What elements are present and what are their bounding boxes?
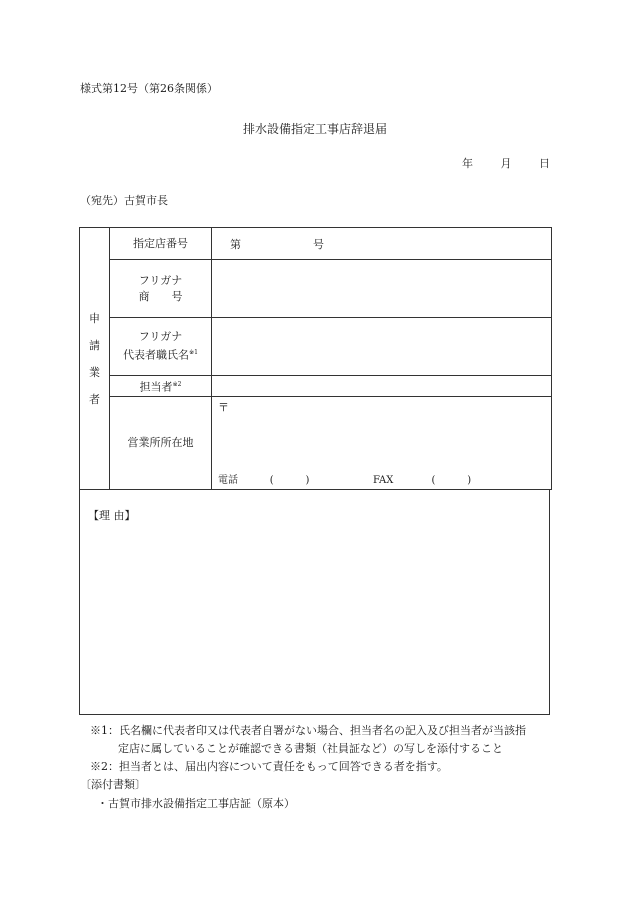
phone-label: 電話 <box>218 475 238 486</box>
applicant-side-label: 申 請 業 者 <box>80 228 110 490</box>
date-day: 日 <box>539 157 550 170</box>
trade-name-field[interactable] <box>212 260 552 318</box>
office-address-label: 営業所所在地 <box>110 397 212 490</box>
applicant-table <box>79 227 552 490</box>
representative-label: 代表者職氏名 <box>123 348 190 362</box>
contact-note-mark: ※2 <box>172 380 182 388</box>
date-line <box>438 155 550 171</box>
office-address-field[interactable] <box>212 397 552 490</box>
fax-label: FAX <box>372 475 394 486</box>
attachments-heading: 〔添付書類〕 <box>80 778 146 791</box>
store-number-suffix: 号 <box>313 237 324 251</box>
form-number: 様式第12号（第26条関係） <box>80 82 218 95</box>
document-title: 排水設備指定工事店辞退届 <box>242 122 387 136</box>
store-number-label: 指定店番号 <box>110 228 212 260</box>
note-2: ※2：担当者とは、届出内容について責任をもって回答できる者を指す。 <box>90 760 448 773</box>
trade-name-label-cell <box>110 260 212 318</box>
date-month: 月 <box>500 157 512 170</box>
trade-name-furigana: フリガナ <box>138 273 183 287</box>
store-number-prefix: 第 <box>230 237 241 251</box>
representative-label-cell <box>110 318 212 376</box>
store-number-field[interactable] <box>212 228 552 260</box>
representative-furigana: フリガナ <box>138 330 183 344</box>
trade-name-label: 商 号 <box>138 289 183 303</box>
contact-field[interactable] <box>212 376 552 397</box>
date-year: 年 <box>462 157 473 170</box>
note-1-line-1: ※1：氏名欄に代表者印又は代表者自署がない場合、担当者名の記入及び担当者が当該指 <box>90 724 526 737</box>
contact-label-cell <box>110 376 212 397</box>
reason-box[interactable] <box>79 489 550 715</box>
contact-label: 担当者 <box>139 380 173 394</box>
representative-field[interactable] <box>212 318 552 376</box>
postal-mark: 〒 <box>218 401 229 414</box>
representative-note-mark: ※1 <box>189 349 198 357</box>
phone-fax-line: 電話 ( ) FAX ( ) <box>218 475 472 486</box>
attachment-item: ・古賀市排水設備指定工事店証（原本） <box>97 797 295 810</box>
note-1-line-2: 定店に属していることが確認できる書類（社員証など）の写しを添付すること <box>118 742 503 755</box>
reason-label: 【理 由】 <box>88 509 136 522</box>
addressee: （宛先）古賀市長 <box>80 194 168 207</box>
